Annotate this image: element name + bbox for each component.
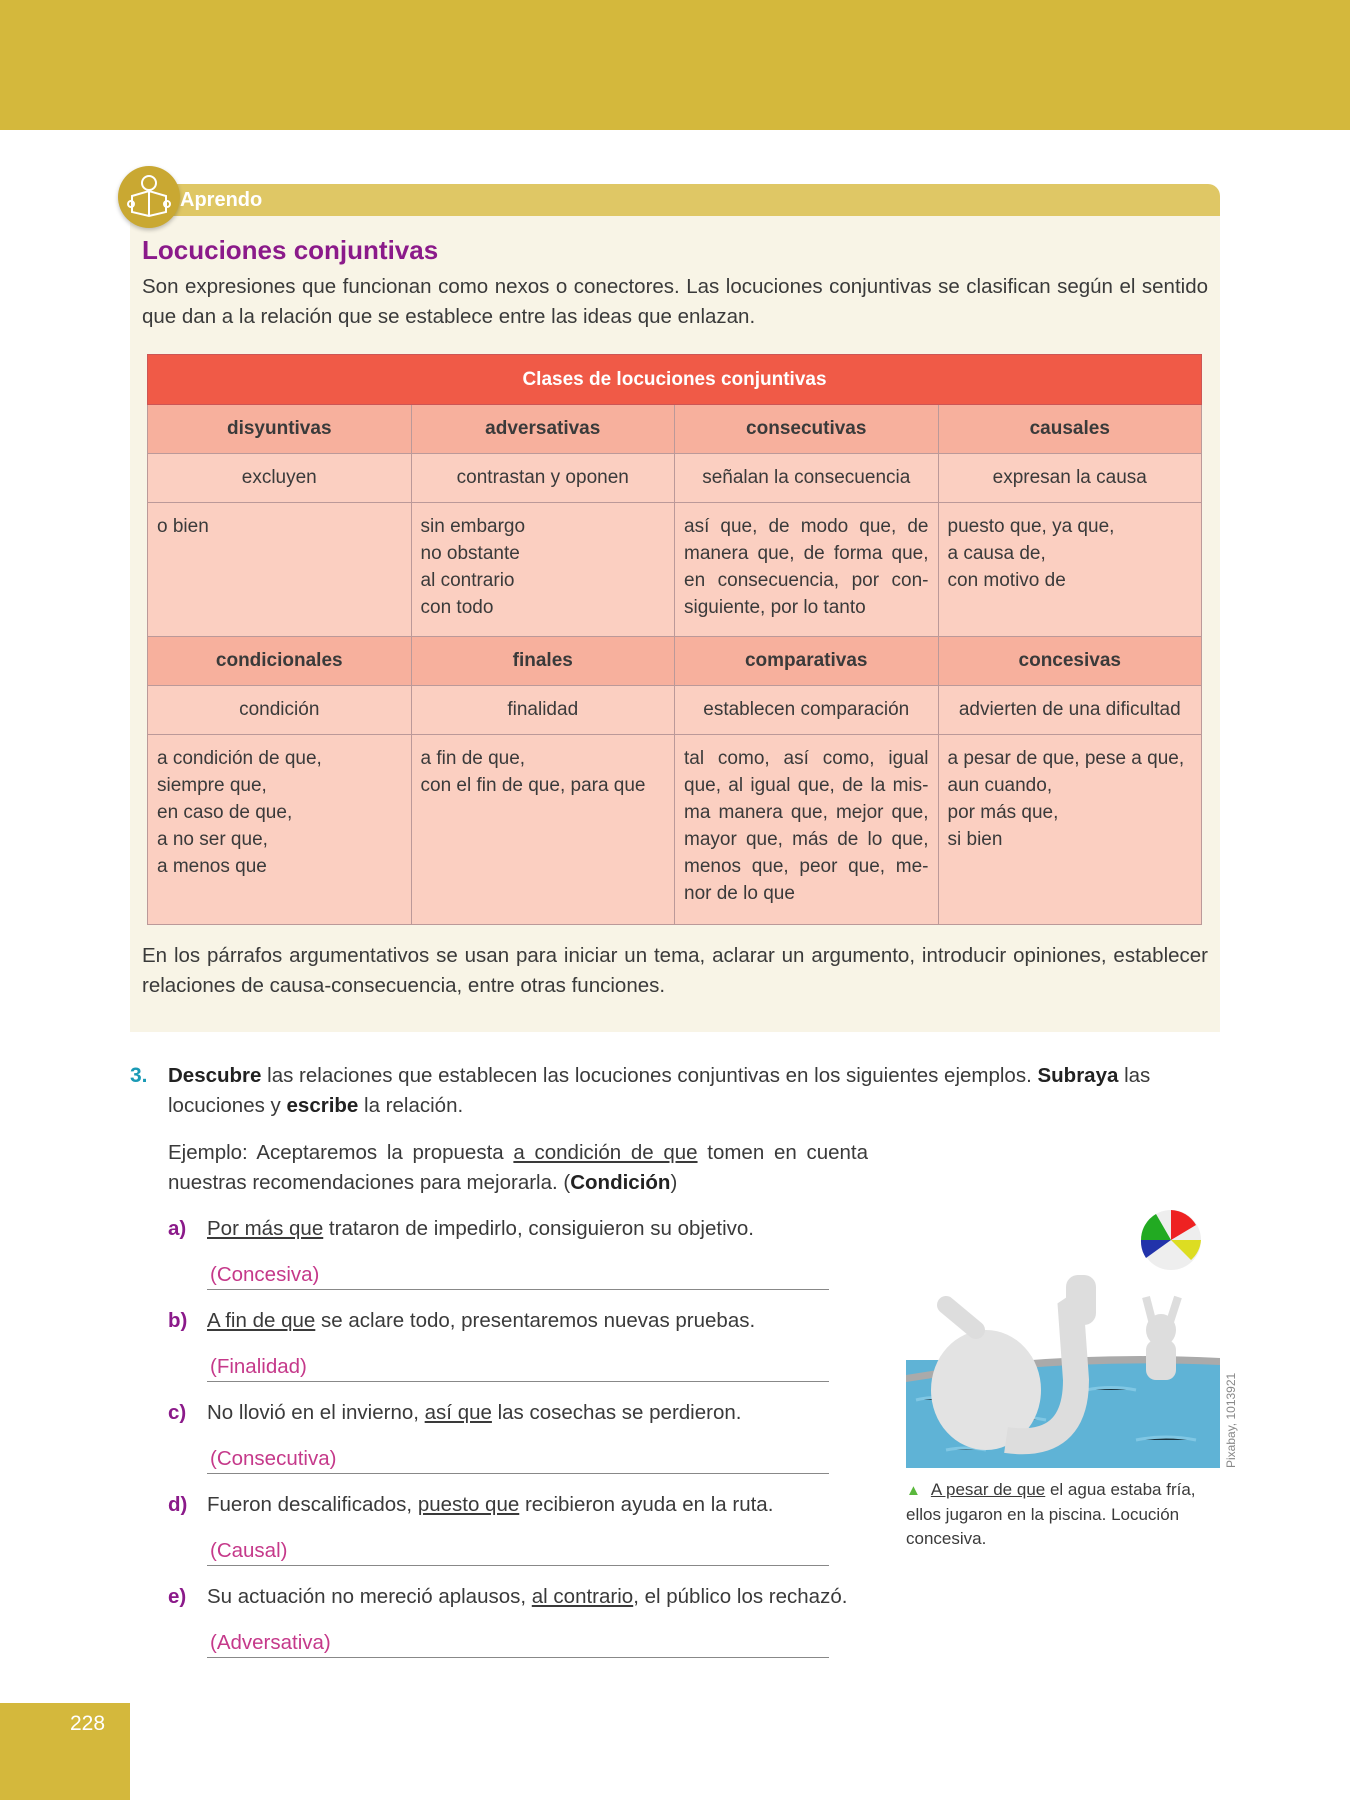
category-header: finales: [411, 637, 675, 686]
relation: Condición: [570, 1171, 671, 1194]
outro-text: En los párrafos argumentativos se usan para iniciar un tema, aclarar un argumento, introducir opiniones, establecer relaciones de causa-consecuencia, entre otras funciones.: [142, 944, 1208, 997]
category-description: finalidad: [411, 686, 675, 735]
underlined-locution: puesto que: [417, 1493, 520, 1516]
example: [168, 1138, 868, 1198]
text: ): [670, 1171, 678, 1194]
answer-field[interactable]: (Concesiva): [207, 1260, 829, 1290]
section-bar: [140, 184, 1220, 216]
item-sentence: [207, 1490, 887, 1520]
category-description: condición: [148, 686, 412, 735]
underlined-locution: A pesar de que: [930, 1480, 1046, 1499]
item-label: d): [168, 1493, 188, 1516]
page-number: 228: [70, 1712, 106, 1735]
category-examples: o bien: [148, 503, 412, 637]
item-sentence: [207, 1214, 887, 1244]
category-examples: puesto que, ya que, a causa de, con motivo de: [938, 503, 1202, 637]
category-examples: a pesar de que, pese a que, aun cuando, por más que, si bien: [938, 735, 1202, 925]
answer-field[interactable]: (Finalidad): [207, 1352, 829, 1382]
pool-photo: [906, 1200, 1220, 1468]
item-label: a): [168, 1217, 187, 1240]
answer-field[interactable]: (Causal): [207, 1536, 829, 1566]
item-sentence: [207, 1306, 887, 1336]
item-label: c): [168, 1401, 187, 1424]
category-header: consecutivas: [675, 405, 939, 454]
category-examples: sin embargo no obstante al contrario con todo: [411, 503, 675, 637]
text: Ejemplo: Aceptaremos la propuesta: [168, 1141, 514, 1164]
category-header: condicionales: [148, 637, 412, 686]
text: se aclare todo, presentaremos nuevas pruebas.: [315, 1309, 756, 1332]
category-header: comparativas: [675, 637, 939, 686]
category-examples: así que, de modo que, de manera que, de forma que, en consecuencia, por con-siguiente, por lo tanto: [675, 503, 939, 637]
page-title: Locuciones conjuntivas: [142, 235, 439, 265]
exercise-instruction: [130, 1061, 1220, 1121]
text: recibieron ayuda en la ruta.: [519, 1493, 774, 1516]
category-description: establecen comparación: [675, 686, 939, 735]
answer-field[interactable]: (Adversativa): [207, 1628, 829, 1658]
item-label: e): [168, 1585, 187, 1608]
exercise-number: 3.: [130, 1064, 148, 1087]
reader-icon: [118, 166, 180, 228]
item-label: b): [168, 1309, 188, 1332]
item-sentence: [207, 1582, 887, 1612]
category-examples: tal como, así como, igual que, al igual que, de la mis-ma manera que, mejor que, mayor que, más de lo que, menos que, peor que, me-nor de lo que: [675, 735, 939, 925]
category-description: señalan la consecuencia: [675, 454, 939, 503]
photo-credit: Pixabay, 1013921: [1224, 1372, 1238, 1468]
verb: Subraya: [1037, 1064, 1119, 1087]
intro-text: Son expresiones que funcionan como nexos o conectores. Las locuciones conjuntivas se clasifican según el sentido que dan a la relación que se establece entre las ideas que enlazan.: [142, 275, 1208, 328]
text: , el público los rechazó.: [633, 1585, 848, 1608]
underlined-locution: a condición de que: [513, 1141, 698, 1164]
category-description: contrastan y oponen: [411, 454, 675, 503]
category-description: excluyen: [148, 454, 412, 503]
photo-caption: [906, 1478, 1226, 1551]
underlined-locution: así que: [424, 1401, 492, 1424]
category-header: adversativas: [411, 405, 675, 454]
conjunctions-table: [147, 354, 1202, 925]
category-description: expresan la causa: [938, 454, 1202, 503]
exercise-item: [168, 1582, 1220, 1658]
category-examples: a fin de que, con el fin de que, para que: [411, 735, 675, 925]
verb: Descubre: [168, 1064, 262, 1087]
text: No llovió en el invierno,: [207, 1401, 425, 1424]
learn-box: [130, 216, 1220, 1032]
table-caption: Clases de locuciones conjuntivas: [148, 355, 1202, 405]
top-band: [0, 0, 1350, 130]
text: el agua estaba fría, ellos jugaron en la piscina. Locución concesiva.: [906, 1480, 1196, 1548]
item-sentence: [207, 1398, 887, 1428]
underlined-locution: A fin de que: [207, 1309, 316, 1332]
text: Su actuación no mereció aplausos,: [207, 1585, 532, 1608]
verb: escribe: [286, 1094, 359, 1117]
category-header: causales: [938, 405, 1202, 454]
text: las relaciones que establecen las locuciones conjuntivas en los siguientes ejemplos.: [261, 1064, 1038, 1087]
underlined-locution: al contrario: [531, 1585, 634, 1608]
answer-field[interactable]: (Consecutiva): [207, 1444, 829, 1474]
category-description: advierten de una dificultad: [938, 686, 1202, 735]
page-number-box: [0, 1703, 130, 1800]
underlined-locution: Por más que: [207, 1217, 324, 1240]
text: las locuciones y: [168, 1064, 1151, 1117]
category-header: disyuntivas: [148, 405, 412, 454]
instruction-text: [168, 1061, 1220, 1121]
text: Fueron descalificados,: [207, 1493, 418, 1516]
text: tomen en cuenta nuestras recomendaciones para mejorarla. (: [168, 1141, 869, 1194]
category-header: concesivas: [938, 637, 1202, 686]
text: las cosechas se perdieron.: [491, 1401, 742, 1424]
text: la relación.: [358, 1094, 464, 1117]
category-examples: a condición de que, siempre que, en caso de que, a no ser que, a menos que: [148, 735, 412, 925]
section-label: Aprendo: [180, 189, 263, 211]
triangle-icon: ▲: [906, 1482, 921, 1499]
text: trataron de impedirlo, consiguieron su objetivo.: [323, 1217, 754, 1240]
